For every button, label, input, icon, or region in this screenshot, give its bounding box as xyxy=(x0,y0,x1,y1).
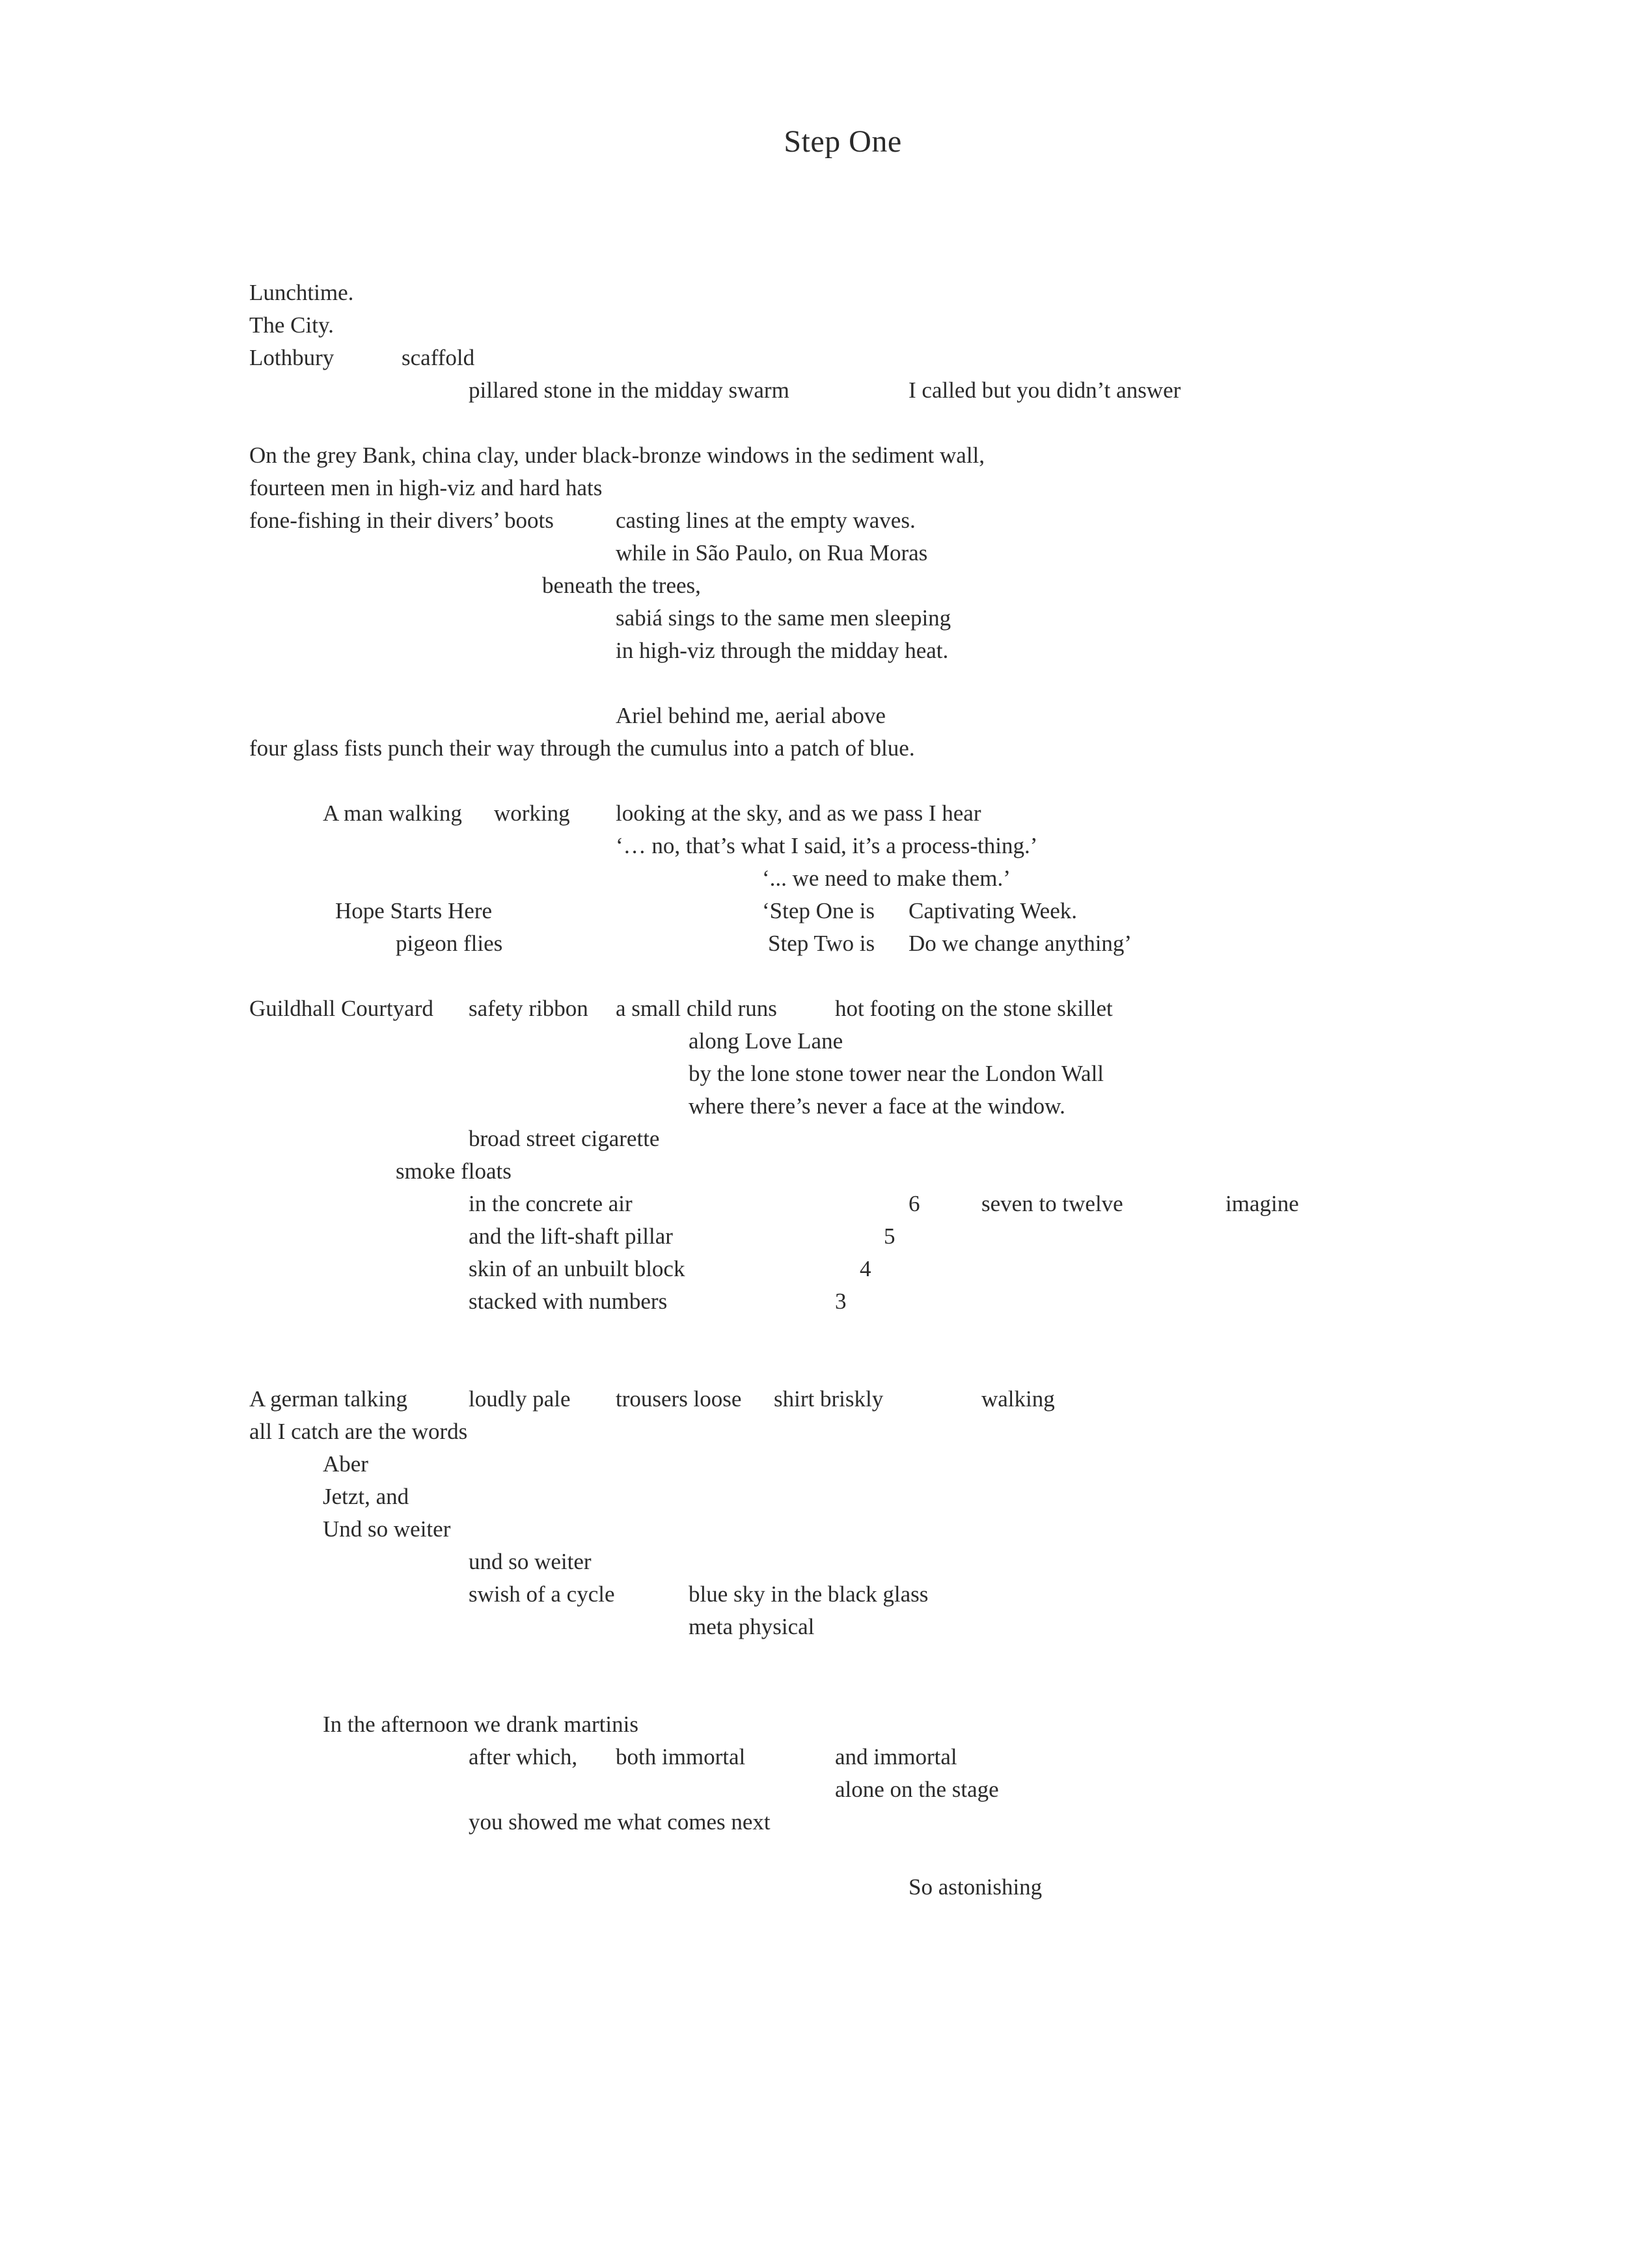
poem-line: skin of an unbuilt block xyxy=(469,1256,685,1281)
poem-line: I called but you didn’t answer xyxy=(909,377,1181,403)
poem-line: meta physical xyxy=(689,1614,815,1639)
poem-line: stacked with numbers xyxy=(469,1289,668,1314)
poem-line: while in São Paulo, on Rua Moras xyxy=(616,540,928,566)
poem-line: Jetzt, and xyxy=(323,1484,409,1509)
poem-line: four glass fists punch their way through the cumulus into a patch of blue. xyxy=(249,735,915,761)
poem-line: fourteen men in high-viz and hard hats xyxy=(249,475,603,500)
poem-line: 5 xyxy=(884,1223,896,1249)
poem-line: working xyxy=(494,800,570,826)
poem-line: Guildhall Courtyard xyxy=(249,996,433,1021)
poem-line: beneath the trees, xyxy=(542,573,701,598)
poem-line: imagine xyxy=(1225,1191,1299,1216)
poem-line: and immortal xyxy=(835,1744,957,1769)
poem-line: blue sky in the black glass xyxy=(689,1581,929,1607)
poem-line: looking at the sky, and as we pass I hear xyxy=(616,800,981,826)
poem-line: 3 xyxy=(835,1289,847,1314)
poem-line: swish of a cycle xyxy=(469,1581,615,1607)
poem-line: by the lone stone tower near the London Wall xyxy=(689,1061,1104,1086)
poem-line: along Love Lane xyxy=(689,1028,843,1054)
poem-line: in the concrete air xyxy=(469,1191,633,1216)
poem-title: Step One xyxy=(784,124,902,159)
poem-line: seven to twelve xyxy=(981,1191,1123,1216)
poem-line: alone on the stage xyxy=(835,1777,999,1802)
poem-line: and the lift-shaft pillar xyxy=(469,1223,673,1249)
poem-line: scaffold xyxy=(402,345,475,370)
poem-line: safety ribbon xyxy=(469,996,588,1021)
poem-line: ‘... we need to make them.’ xyxy=(762,866,1011,891)
poem-line: Und so weiter xyxy=(323,1516,451,1542)
poem-line: shirt briskly xyxy=(774,1386,884,1412)
poem-line: pigeon flies xyxy=(396,931,503,956)
poem-line: after which, xyxy=(469,1744,578,1769)
poem-line: In the afternoon we drank martinis xyxy=(323,1712,638,1737)
poem-line: ‘Step One is xyxy=(762,898,875,923)
poem-line: The City. xyxy=(249,312,334,338)
poem-line: loudly pale xyxy=(469,1386,571,1412)
poem-line: Lothbury xyxy=(249,345,335,370)
poem-line: A german talking xyxy=(249,1386,408,1412)
poem-line: sabiá sings to the same men sleeping xyxy=(616,605,951,631)
poem-line: A man walking xyxy=(323,800,462,826)
poem-line: pillared stone in the midday swarm xyxy=(469,377,789,403)
poem-line: On the grey Bank, china clay, under black-bronze windows in the sediment wall, xyxy=(249,443,985,468)
poem-line: casting lines at the empty waves. xyxy=(616,508,916,533)
poem-line: Aber xyxy=(323,1451,368,1477)
poem-line: smoke floats xyxy=(396,1158,512,1184)
poem-line: Captivating Week. xyxy=(909,898,1077,923)
poem-line: hot footing on the stone skillet xyxy=(835,996,1113,1021)
poem-line: Lunchtime. xyxy=(249,280,354,305)
poem-line: all I catch are the words xyxy=(249,1419,468,1444)
poem-line: both immortal xyxy=(616,1744,746,1769)
poem-line: So astonishing xyxy=(909,1874,1043,1900)
poem-line: you showed me what comes next xyxy=(469,1809,771,1835)
poem-line: Step Two is xyxy=(768,931,875,956)
poem-line: broad street cigarette xyxy=(469,1126,660,1151)
poem-line: fone-fishing in their divers’ boots xyxy=(249,508,554,533)
poem-line: in high-viz through the midday heat. xyxy=(616,638,949,663)
poem-line: Do we change anything’ xyxy=(909,931,1132,956)
poem-line: 4 xyxy=(860,1256,871,1281)
poem-line: und so weiter xyxy=(469,1549,592,1574)
poem-line: Hope Starts Here xyxy=(335,898,493,923)
poem-line: a small child runs xyxy=(616,996,777,1021)
poem-line: Ariel behind me, aerial above xyxy=(616,703,886,728)
poem-line: walking xyxy=(981,1386,1055,1412)
poem-line: 6 xyxy=(909,1191,920,1216)
poem-line: ‘… no, that’s what I said, it’s a process-thing.’ xyxy=(616,833,1038,858)
poem-line: where there’s never a face at the window. xyxy=(689,1093,1065,1119)
poem-line: trousers loose xyxy=(616,1386,742,1412)
